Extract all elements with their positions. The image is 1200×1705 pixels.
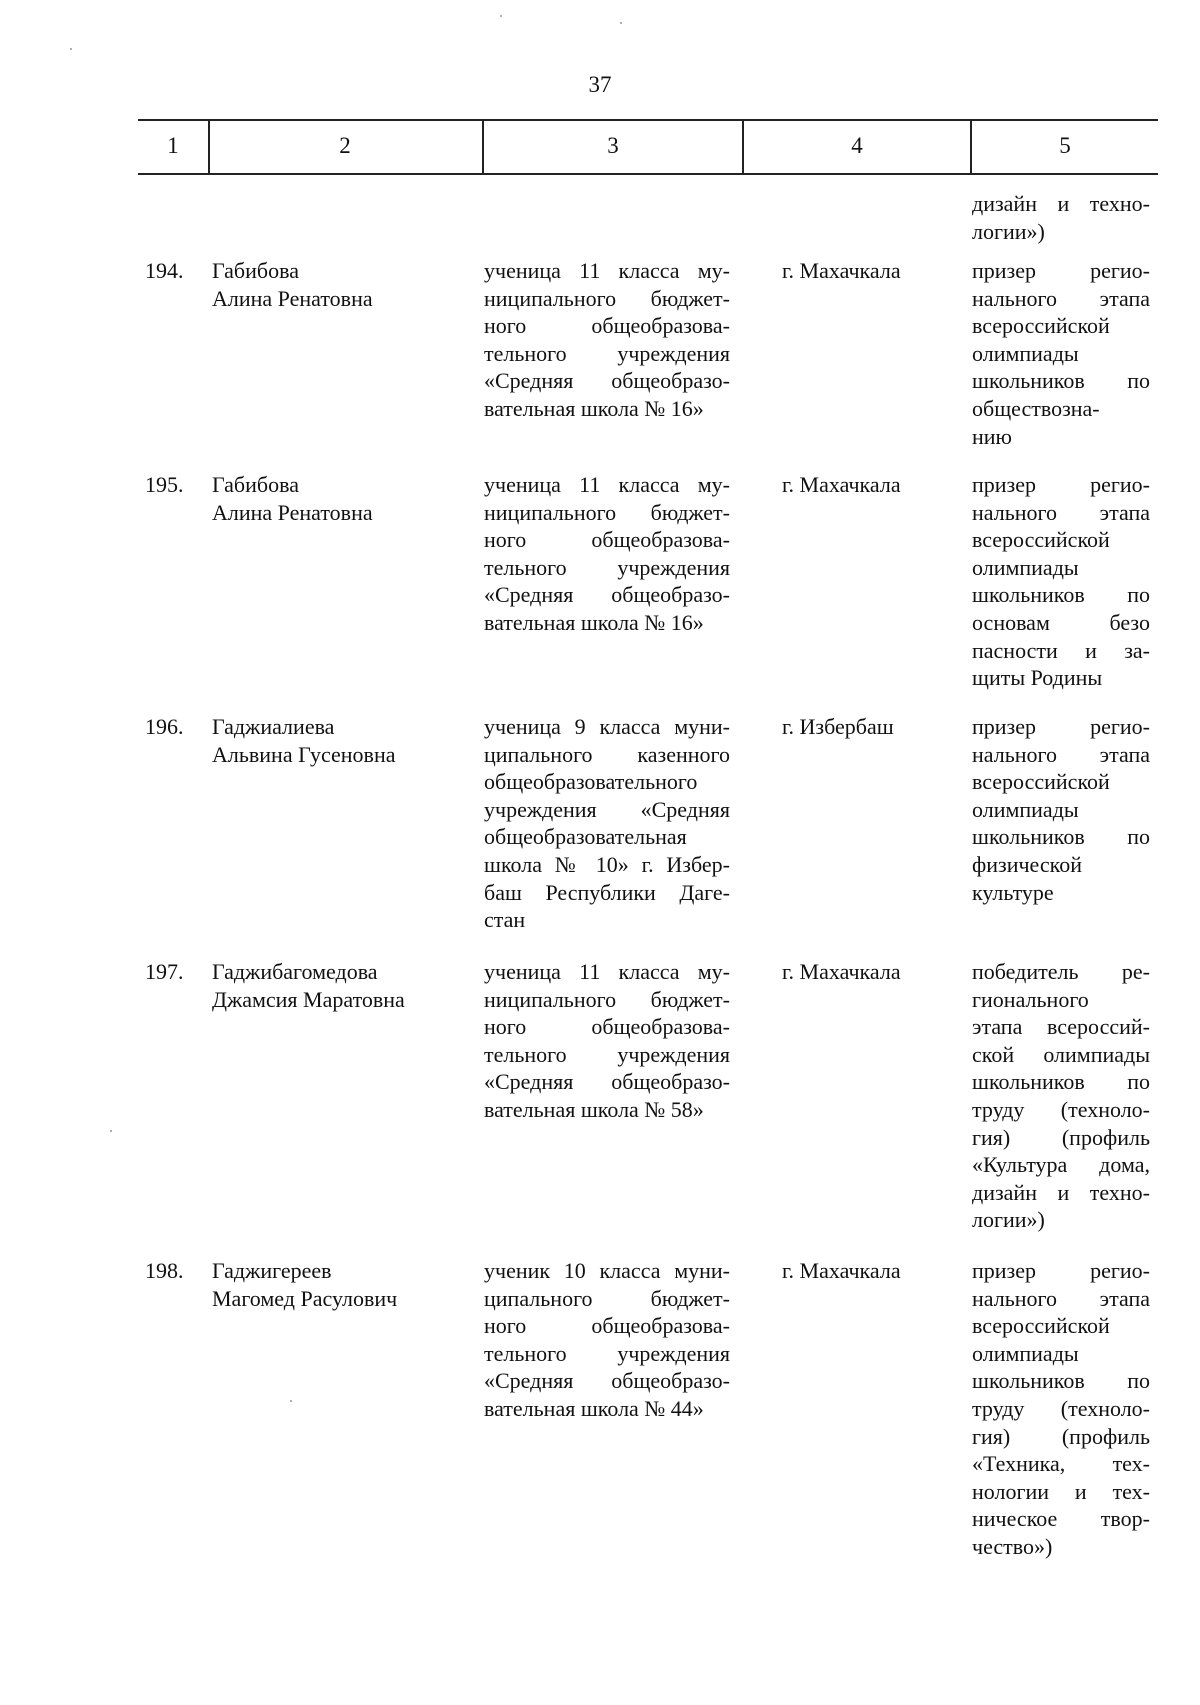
- award-description-line: физической: [972, 851, 1082, 877]
- award-description-line: призер регио-: [972, 472, 1150, 497]
- page-number: 37: [588, 72, 612, 97]
- school-description: [484, 257, 730, 423]
- school-description-line: учреждения «Средняя: [484, 796, 730, 822]
- row-number: 194.: [145, 258, 184, 283]
- school-description-line: ного общеобразова-: [484, 313, 730, 339]
- scan-speck: [290, 1400, 292, 1402]
- award-description-line: гия) (профиль: [972, 1124, 1150, 1150]
- school-description-line: ниципального бюджет-: [484, 986, 730, 1012]
- school-description-line: ного общеобразова-: [484, 527, 730, 553]
- school-description-line: вательная школа № 16»: [484, 609, 704, 635]
- school-description-line: ного общеобразова-: [484, 1014, 730, 1040]
- continuation-award: [972, 190, 1150, 245]
- school-description-line: ученица 9 класса муни-: [484, 714, 730, 739]
- school-description-line: «Средняя общеобразо-: [484, 1069, 730, 1095]
- award-description-line: пасности и за-: [972, 637, 1150, 663]
- award-description-line: школьников по: [972, 1368, 1150, 1394]
- award-description-line: труду (техноло-: [972, 1096, 1150, 1122]
- award-description-line: нологии и тех-: [972, 1478, 1150, 1504]
- city: г. Махачкала: [782, 959, 901, 984]
- column-header-5: 5: [1059, 133, 1071, 158]
- award-description-line: ской олимпиады: [972, 1041, 1150, 1067]
- award-description: [972, 713, 1150, 906]
- award-description-line: нального этапа: [972, 741, 1150, 767]
- scan-speck: [620, 22, 622, 24]
- award-description-line: труду (техноло-: [972, 1395, 1150, 1421]
- school-description-line: ного общеобразова-: [484, 1313, 730, 1339]
- participant-name: [212, 471, 462, 526]
- award-description-line: всероссийской: [972, 769, 1110, 795]
- participant-name-line: Гаджигереев: [212, 1258, 332, 1283]
- school-description-line: школа № 10» г. Избер-: [484, 851, 730, 877]
- school-description: [484, 471, 730, 637]
- award-description-line: чество»): [972, 1533, 1053, 1559]
- school-description-line: тельного учреждения: [484, 1041, 730, 1067]
- scan-speck: [110, 1130, 112, 1132]
- school-description-line: тельного учреждения: [484, 340, 730, 366]
- school-description-line: ниципального бюджет-: [484, 499, 730, 525]
- column-header-3: 3: [607, 133, 619, 158]
- school-description-line: общеобразовательная: [484, 824, 687, 850]
- participant-name-line: Гаджиалиева: [212, 714, 335, 739]
- award-description-line: олимпиады: [972, 554, 1079, 580]
- participant-name: [212, 257, 462, 312]
- school-description-line: баш Республики Даге-: [484, 879, 730, 905]
- school-description: [484, 958, 730, 1124]
- table-header: [138, 119, 1158, 175]
- school-description-line: стан: [484, 907, 526, 933]
- participant-name: [212, 958, 462, 1013]
- award-description-line: всероссийской: [972, 527, 1110, 553]
- school-description-line: общеобразовательного: [484, 769, 698, 795]
- school-description-line: ципального казенного: [484, 741, 730, 767]
- award-line: логии»): [972, 218, 1045, 244]
- award-description-line: олимпиады: [972, 1340, 1079, 1366]
- school-description-line: тельного учреждения: [484, 1340, 730, 1366]
- school-description-line: ученица 11 класса му-: [484, 959, 730, 984]
- school-description-line: ученица 11 класса му-: [484, 258, 730, 283]
- school-description-line: вательная школа № 16»: [484, 395, 704, 421]
- school-description-line: вательная школа № 44»: [484, 1395, 704, 1421]
- row-number: 196.: [145, 714, 184, 739]
- city: г. Махачкала: [782, 1258, 901, 1283]
- column-header-2: 2: [339, 133, 351, 158]
- award-description-line: школьников по: [972, 368, 1150, 394]
- award-description-line: нию: [972, 423, 1012, 449]
- award-description-line: школьников по: [972, 824, 1150, 850]
- scan-speck: [70, 48, 72, 50]
- column-header-1: 1: [167, 133, 179, 158]
- award-description-line: «Техника, тех-: [972, 1451, 1150, 1477]
- award-description-line: культуре: [972, 879, 1054, 905]
- award-description-line: всероссийской: [972, 1313, 1110, 1339]
- school-description-line: «Средняя общеобразо-: [484, 1368, 730, 1394]
- award-description-line: гионального: [972, 986, 1089, 1012]
- award-description-line: логии»): [972, 1207, 1045, 1233]
- award-description-line: гия) (профиль: [972, 1423, 1150, 1449]
- participant-name: [212, 1257, 462, 1312]
- award-line: дизайн и техно-: [972, 191, 1150, 216]
- school-description: [484, 1257, 730, 1423]
- participant-name-line: Алина Ренатовна: [212, 499, 373, 525]
- participant-name-line: Гаджибагомедова: [212, 959, 378, 984]
- participant-name: [212, 713, 462, 768]
- award-description-line: олимпиады: [972, 340, 1079, 366]
- scan-speck: [500, 15, 502, 17]
- school-description-line: тельного учреждения: [484, 554, 730, 580]
- city: г. Избербаш: [782, 714, 894, 739]
- participant-name-line: Альвина Гусеновна: [212, 741, 396, 767]
- participant-name-line: Габибова: [212, 472, 299, 497]
- school-description-line: вательная школа № 58»: [484, 1096, 704, 1122]
- award-description-line: дизайн и техно-: [972, 1179, 1150, 1205]
- award-description-line: нального этапа: [972, 285, 1150, 311]
- award-description: [972, 257, 1150, 450]
- school-description-line: ниципального бюджет-: [484, 285, 730, 311]
- participant-name-line: Габибова: [212, 258, 299, 283]
- award-description-line: ническое твор-: [972, 1506, 1150, 1532]
- award-description: [972, 471, 1150, 692]
- award-description-line: олимпиады: [972, 796, 1079, 822]
- award-description-line: «Культура дома,: [972, 1152, 1150, 1178]
- award-description-line: всероссийской: [972, 313, 1110, 339]
- award-description-line: основам безо: [972, 609, 1150, 635]
- award-description-line: школьников по: [972, 582, 1150, 608]
- participant-name-line: Магомед Расулович: [212, 1285, 398, 1311]
- award-description-line: призер регио-: [972, 714, 1150, 739]
- school-description-line: ученик 10 класса муни-: [484, 1258, 730, 1283]
- award-description-line: этапа всероссий-: [972, 1014, 1150, 1040]
- city: г. Махачкала: [782, 472, 901, 497]
- award-description-line: призер регио-: [972, 1258, 1150, 1283]
- award-description-line: призер регио-: [972, 258, 1150, 283]
- award-description-line: обществозна-: [972, 395, 1100, 421]
- school-description-line: «Средняя общеобразо-: [484, 368, 730, 394]
- row-number: 197.: [145, 959, 184, 984]
- column-header-4: 4: [851, 133, 863, 158]
- award-description-line: нального этапа: [972, 1285, 1150, 1311]
- participant-name-line: Джамсия Маратовна: [212, 986, 405, 1012]
- award-description-line: победитель ре-: [972, 959, 1150, 984]
- award-description: [972, 958, 1150, 1234]
- city: г. Махачкала: [782, 258, 901, 283]
- row-number: 198.: [145, 1258, 184, 1283]
- school-description-line: «Средняя общеобразо-: [484, 582, 730, 608]
- school-description-line: ученица 11 класса му-: [484, 472, 730, 497]
- award-description-line: школьников по: [972, 1069, 1150, 1095]
- award-description-line: щиты Родины: [972, 665, 1103, 691]
- school-description: [484, 713, 730, 934]
- award-description: [972, 1257, 1150, 1561]
- award-description-line: нального этапа: [972, 499, 1150, 525]
- school-description-line: ципального бюджет-: [484, 1285, 730, 1311]
- participant-name-line: Алина Ренатовна: [212, 285, 373, 311]
- row-number: 195.: [145, 472, 184, 497]
